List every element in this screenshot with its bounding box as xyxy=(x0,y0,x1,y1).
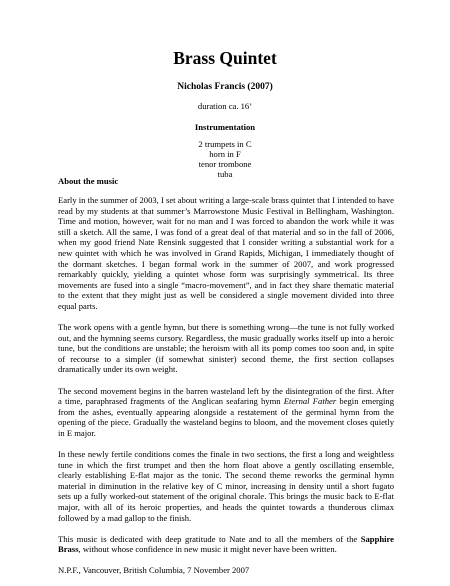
about-heading: About the music xyxy=(58,176,119,186)
author-line: Nicholas Francis (2007) xyxy=(177,82,273,92)
signature-line: N.P.F., Vancouver, British Columbia, 7 November 2007 xyxy=(58,565,250,576)
instrument-item: 2 trumpets in C xyxy=(198,139,252,149)
instrumentation-list xyxy=(0,139,450,179)
ensemble-name: Sapphire Brass xyxy=(58,533,394,555)
duration-line: duration ca. 16’ xyxy=(197,101,253,111)
paragraph-5-text-b: , without whose confidence in new music it might never have been written. xyxy=(78,544,337,555)
paragraph-4: In these newly fertile conditions comes the finale in two sections, the first a long and weightless tune in which the first trumpet and then the horn float above a gently oscillating ensemble, clearly establishing E-flat major as the tonic. The second theme reworks the germinal hymn material in diminution in the relative key of C minor, increasing in density until a short fugato sets up a fully worked-out statement of the original chorale. This brings the music back to E-flat major, with all of its heroic properties, and heads the quintet towards a thunderous climax followed by a mad gallop to the finish. xyxy=(58,448,394,523)
paragraph-5 xyxy=(58,534,394,555)
paragraph-1: Early in the summer of 2003, I set about writing a large-scale brass quintet that I intended to have read by my students at that summer’s Marrowstone Music Festival in Bellingham, Washington. Time and motion, however, wait for no man and I was forced to abandon the work while it was still a sketch. All the same, I was fond of a great deal of that material and so in the fall of 2006, when my good friend Nate Rensink suggested that I consider writing a substantial work for a new quintet with which he was involved in Grand Rapids, Michigan, I immediately thought of the dormant sketches. I began formal work in the summer of 2007, and work progressed remarkably quickly, yielding a quintet whose form was surprisingly symmetrical. Its three movements are fused into a single “macro-movement”, and in fact they share thematic material to the extent that they might just as well be considered a single movement divided into three equal parts. xyxy=(58,195,394,311)
instrument-item: horn in F xyxy=(209,149,241,159)
paragraph-3-text-b: begin emerging from the ashes, eventually appearing alongside a restatement of the germinal hymn from the opening of the piece. Gradually the wasteland begins to bloom, and the movement closes quietly in E major. xyxy=(58,396,395,438)
body-text xyxy=(58,195,394,586)
hymn-title: Eternal Father xyxy=(283,396,337,407)
instrument-item: tenor trombone xyxy=(198,159,252,169)
paragraph-2: The work opens with a gentle hymn, but there is something wrong—the tune is not fully worked out, and the hymning seems cursory. Regardless, the music gradually works itself up into a heroic tune, but the conditions are unstable; the heroism with all its pomp comes too soon and, in spite of recourse to a simpler (if somewhat sinister) second theme, the first section collapses dramatically under its own weight. xyxy=(58,322,394,375)
paragraph-5-text-a: This music is dedicated with deep gratitude to Nate and to all the members of the xyxy=(58,533,361,544)
instrument-item: tuba xyxy=(217,169,233,179)
paragraph-3-text-a: The second movement begins in the barren wasteland left by the disintegration of the first. After a time, paraphrased fragments of the Anglican seafaring hymn xyxy=(58,385,394,407)
paragraph-3 xyxy=(58,386,394,439)
instrumentation-heading: Instrumentation xyxy=(194,122,256,132)
document-title: Brass Quintet xyxy=(173,48,277,68)
